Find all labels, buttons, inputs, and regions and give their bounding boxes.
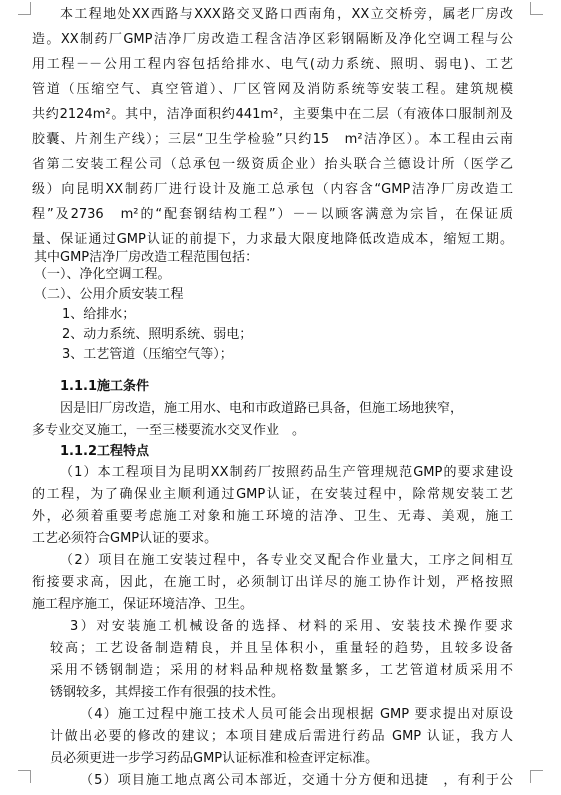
intro-line: 程”及2736 m²的“配套钢结构工程”）－－以顾客满意为宗旨，在保证质 (32, 207, 513, 222)
body-line: 3）对安装施工机械设备的选择、材料的采用、安装技术操作要求 (70, 619, 513, 634)
body-line: 较高；工艺设备制造精良，并且呈体积小，重量轻的趋势，且较多设备 (50, 641, 513, 656)
scope-subitem: 1、给排水； (62, 307, 136, 322)
margin-corner-mark (530, 2, 543, 15)
body-line: （5）项目施工地点离公司本部近，交通十分方便和迅捷 ，有利于公 (80, 773, 513, 788)
margin-corner-mark (18, 2, 31, 15)
intro-line: 造。XX制药厂GMP洁净厂房改造工程含洁净区彩钢隔断及净化空调工程与公 (32, 32, 513, 47)
body-line: 多专业交叉施工，一至三楼要流水交叉作业 。 (32, 423, 306, 438)
intro-line: 量、保证通过GMP认证的前提下，力求最大限度地降低改造成本，缩短工期。 (32, 232, 513, 247)
scope-subitem: 3、工艺管道（压缩空气等）； (62, 347, 233, 362)
intro-line: 胶囊、片剂生产线）；三层“卫生学检验”只约15 m²洁净区）。本工程由云南 (32, 132, 513, 147)
scope-subitem: 2、动力系统、照明系统、弱电； (62, 327, 253, 342)
section-heading: 1.1.2工程特点 (60, 444, 150, 459)
body-line: 外，必须着重要考虑施工对象和施工环境的洁净、卫生、无毒、美观，施工 (32, 509, 513, 524)
margin-corner-mark (18, 770, 31, 783)
intro-line: 共约2124m²。其中，洁净面积约441m²，主要集中在二层（有液体口服制剂及 (32, 107, 513, 122)
scope-title: 其中GMP洁净厂房改造工程范围包括： (34, 250, 259, 265)
body-line: 计做出必要的修改的建议；本项目建成后需进行药品 GMP 认证，我方人 (50, 729, 513, 744)
intro-line: 本工程地处XX西路与XXX路交叉路口西南角，XX立交桥旁，属老厂房改 (60, 7, 513, 22)
body-line: 的工程，为了确保业主顺利通过GMP认证，在安装过程中，除常规安装工艺 (32, 487, 513, 502)
scope-item: （一）、净化空调工程。 (34, 267, 171, 282)
body-line: 采用不锈钢制造；采用的材料品种规格数量繁多，工艺管道材质采用不 (50, 663, 513, 678)
body-line: 因是旧厂房改造，施工用水、电和市政道路已具备，但施工场地狭窄， (60, 401, 464, 416)
body-line: （1）本工程项目为昆明XX制药厂按照药品生产管理规范GMP的要求建设 (60, 465, 513, 480)
body-line: （4）施工过程中施工技术人员可能会出现根据 GMP 要求提出对原设 (80, 707, 513, 722)
intro-line: 级）向昆明XX制药厂进行设计及施工总承包（内容含“GMP洁净厂房改造工 (32, 182, 513, 197)
scope-item: （二）、公用介质安装工程 (34, 287, 184, 302)
body-line: 衔接要求高，因此，在施工时，必须制订出详尽的施工协作计划，严格按照 (32, 575, 513, 590)
body-line: 员必须更进一步学习药品GMP认证标准和检查评定标准。 (50, 751, 379, 766)
intro-line: 用工程－－公用工程内容包括给排水、电气(动力系统、照明、弱电)、工艺 (32, 57, 513, 72)
intro-line: 省第二安装工程公司（总承包一级资质企业）抬头联合兰德设计所（医学乙 (32, 157, 513, 172)
intro-line: 管道（压缩空气、真空管道）、厂区管网及消防系统等安装工程。建筑规模 (32, 82, 513, 97)
body-line: 工艺必须符合GMP认证的要求。 (32, 531, 218, 546)
body-line: （2）项目在施工安装过程中，各专业交叉配合作业量大，工序之间相互 (60, 553, 513, 568)
section-heading: 1.1.1施工条件 (60, 379, 150, 394)
body-line: 施工程序施工，保证环境洁净、卫生。 (32, 597, 254, 612)
margin-corner-mark (530, 770, 543, 783)
body-line: 锈钢较多，其焊接工作有很强的技术性。 (50, 685, 285, 700)
